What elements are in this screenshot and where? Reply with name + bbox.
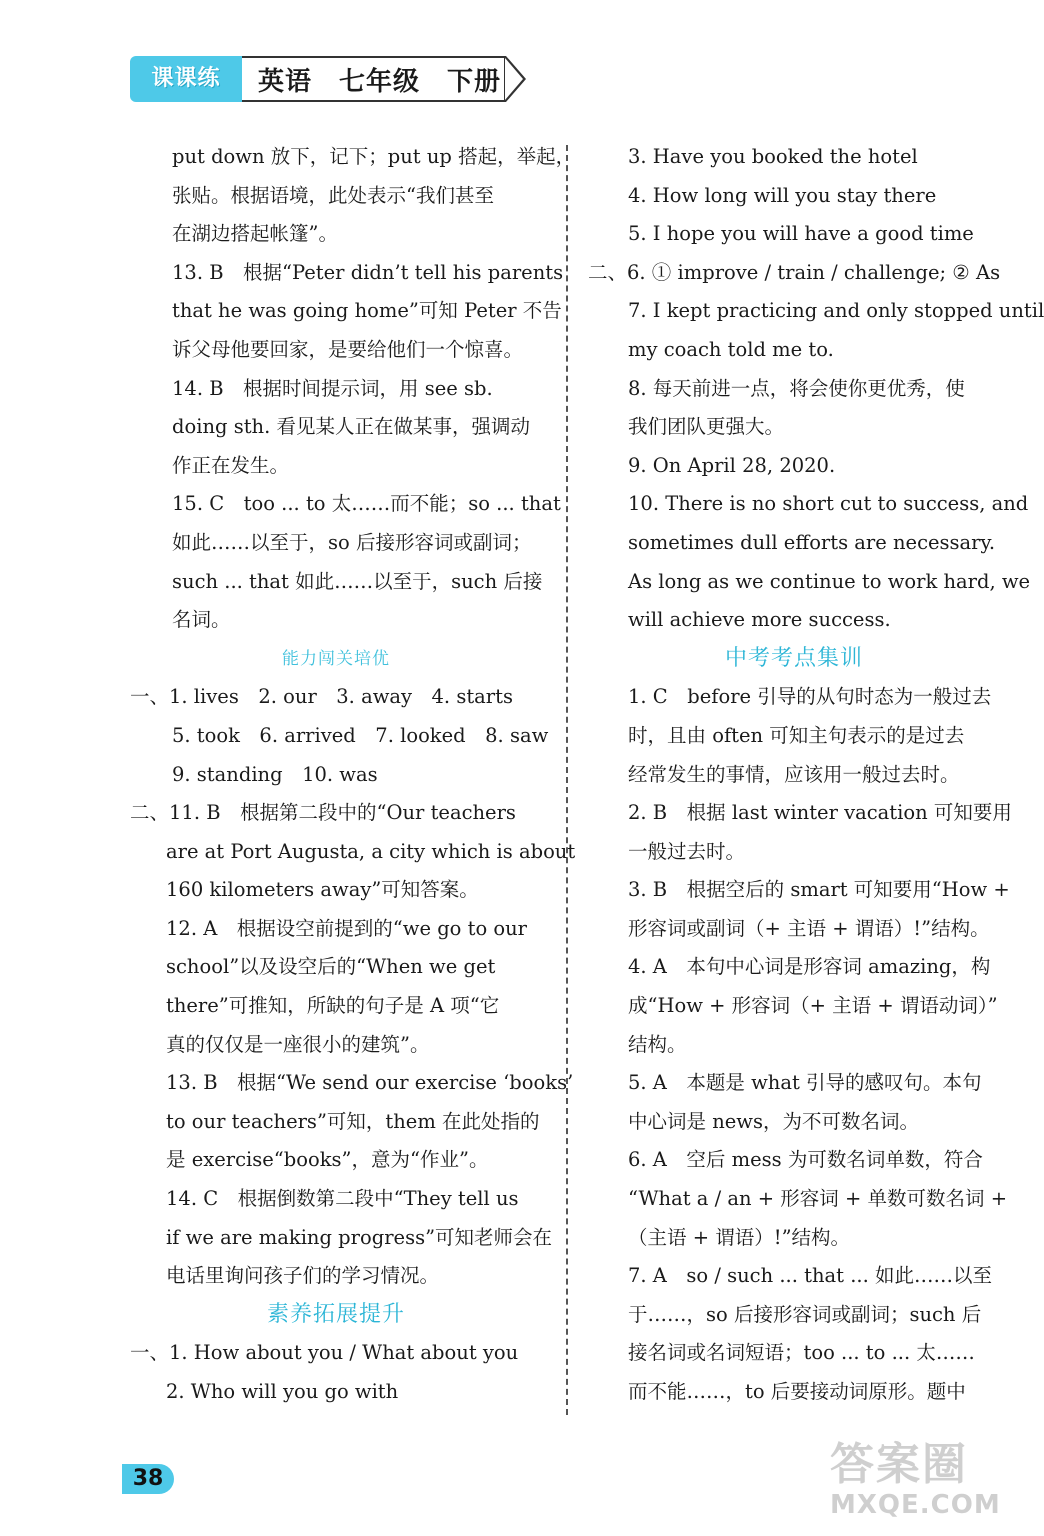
answer-line: 4. A 本句中心词是形容词 amazing，构: [628, 955, 991, 979]
answer-line: 时，且由 often 可知主句表示的是过去: [628, 723, 965, 747]
answer-line: such ... that 如此……以至于，such 后接: [172, 569, 543, 593]
answer-line: 2. Who will you go with: [166, 1380, 399, 1403]
section-heading: 能力闯关培优: [282, 648, 390, 669]
answer-line: 结构。: [628, 1032, 687, 1056]
answer-line: 14. C 根据倒数第二段中“They tell us: [166, 1187, 519, 1211]
answer-line: sometimes dull efforts are necessary.: [628, 530, 996, 554]
answer-line: 160 kilometers away”可知答案。: [166, 878, 479, 902]
answer-line: As long as we continue to work hard, we: [628, 569, 1031, 593]
answer-line: that he was going home”可知 Peter 不告: [172, 299, 562, 323]
answer-line: 一、1. lives 2. our 3. away 4. starts: [130, 685, 513, 709]
answer-line: 5. I hope you will have a good time: [628, 222, 974, 246]
answer-line: 名词。: [172, 608, 231, 632]
answer-line: there”可推知，所缺的句子是 A 项“它: [166, 994, 500, 1018]
answer-line: 中心词是 news，为不可数名词。: [628, 1109, 919, 1133]
answer-line: 经常发生的事情，应该用一般过去时。: [628, 762, 960, 786]
answer-line: if we are making progress”可知老师会在: [166, 1225, 553, 1249]
answer-line: 8. 每天前进一点，将会使你更优秀，使: [628, 376, 965, 400]
answer-line: 13. B 根据“Peter didn’t tell his parents: [172, 260, 564, 284]
answer-line: 3. Have you booked the hotel: [628, 145, 918, 168]
answer-line: 在湖边搭起帐篷”。: [172, 222, 338, 246]
page-header: [130, 52, 530, 110]
answer-line: doing sth. 看见某人正在做某事，强调动: [172, 415, 530, 439]
answer-line: 3. B 根据空后的 smart 可知要用“How +: [628, 878, 1010, 902]
answer-line: are at Port Augusta, a city which is about: [166, 839, 576, 863]
answer-line: 张贴。根据语境，此处表示“我们甚至: [172, 183, 494, 207]
answer-line: 而不能……，to 后要接动词原形。题中: [628, 1380, 966, 1403]
answer-line: to our teachers”可知，them 在此处指的: [166, 1109, 540, 1133]
book-title-box: [242, 56, 506, 102]
left-column: [130, 138, 576, 1412]
answer-line: “What a / an + 形容词 + 单数可数名词 +: [628, 1187, 1008, 1211]
answer-line: my coach told me to.: [628, 337, 834, 361]
answer-line: 10. There is no short cut to success, and: [628, 492, 1029, 516]
answer-line: 15. C too ... to 太……而不能；so ... that: [172, 492, 561, 516]
answer-line: 9. On April 28, 2020.: [628, 453, 836, 477]
section-heading: 素养拓展提升: [266, 1301, 405, 1327]
answer-line: 9. standing 10. was: [172, 762, 378, 786]
answer-line: 诉父母他要回家，是要给他们一个惊喜。: [172, 337, 524, 361]
answer-line: 是 exercise“books”，意为“作业”。: [166, 1148, 489, 1172]
answer-line: 4. How long will you stay there: [628, 183, 937, 207]
answer-line: 12. A 根据设空前提到的“we go to our: [166, 916, 528, 940]
answer-line: 一、1. How about you / What about you: [130, 1341, 519, 1365]
answer-line: 接名词或名词短语；too ... to ... 太……: [628, 1341, 975, 1365]
answer-line: put down 放下，记下；put up 搭起，举起，: [172, 145, 576, 168]
section-heading: 中考考点集训: [724, 645, 863, 671]
column-divider: [566, 145, 568, 1415]
answer-line: 14. B 根据时间提示词，用 see sb.: [172, 376, 493, 400]
answer-line: 5. A 本题是 what 引导的感叹句。本句: [628, 1071, 982, 1095]
answer-line: will achieve more success.: [628, 608, 891, 632]
answer-line: 二、11. B 根据第二段中的“Our teachers: [130, 801, 516, 825]
answer-line: 于……，so 后接形容词或副词；such 后: [628, 1302, 982, 1326]
answer-line: 6. A 空后 mess 为可数名词单数，符合: [628, 1148, 983, 1172]
answer-line: 2. B 根据 last winter vacation 可知要用: [628, 801, 1012, 825]
answer-line: 5. took 6. arrived 7. looked 8. saw: [172, 723, 549, 747]
answer-line: 如此……以至于，so 后接形容词或副词；: [172, 530, 532, 554]
series-badge: 课课练: [130, 56, 242, 102]
book-title: 英语 七年级 下册: [258, 67, 502, 97]
answer-line: 成“How + 形容词（+ 主语 + 谓语动词）”: [628, 994, 998, 1018]
answer-line: 电话里询问孩子们的学习情况。: [166, 1264, 440, 1288]
answer-line: 形容词或副词（+ 主语 + 谓语）!”结构。: [628, 916, 990, 940]
watermark-logo: [830, 1440, 1030, 1530]
answer-line: school”以及设空后的“When we get: [166, 955, 496, 979]
answer-line: 7. I kept practicing and only stopped until: [628, 299, 1044, 323]
watermark-text: 答案圈: [830, 1439, 968, 1490]
answer-line: 作正在发生。: [172, 453, 290, 477]
answer-line: 一般过去时。: [628, 839, 746, 863]
answer-line: 我们团队更强大。: [628, 415, 785, 439]
answer-line: 7. A so / such ... that ... 如此……以至: [628, 1264, 992, 1288]
watermark-url: MXQE.COM: [830, 1490, 1001, 1520]
right-column: [588, 138, 1044, 1412]
answer-line: 13. B 根据“We send our exercise ‘books’: [166, 1071, 574, 1095]
answer-line: 二、6. ① improve / train / challenge; ② As: [588, 260, 1001, 284]
answer-line: 1. C before 引导的从句时态为一般过去: [628, 685, 992, 709]
page-number: 38: [122, 1464, 174, 1494]
answer-line: 真的仅仅是一座很小的建筑”。: [166, 1032, 430, 1056]
answer-line: （主语 + 谓语）!”结构。: [628, 1225, 851, 1249]
